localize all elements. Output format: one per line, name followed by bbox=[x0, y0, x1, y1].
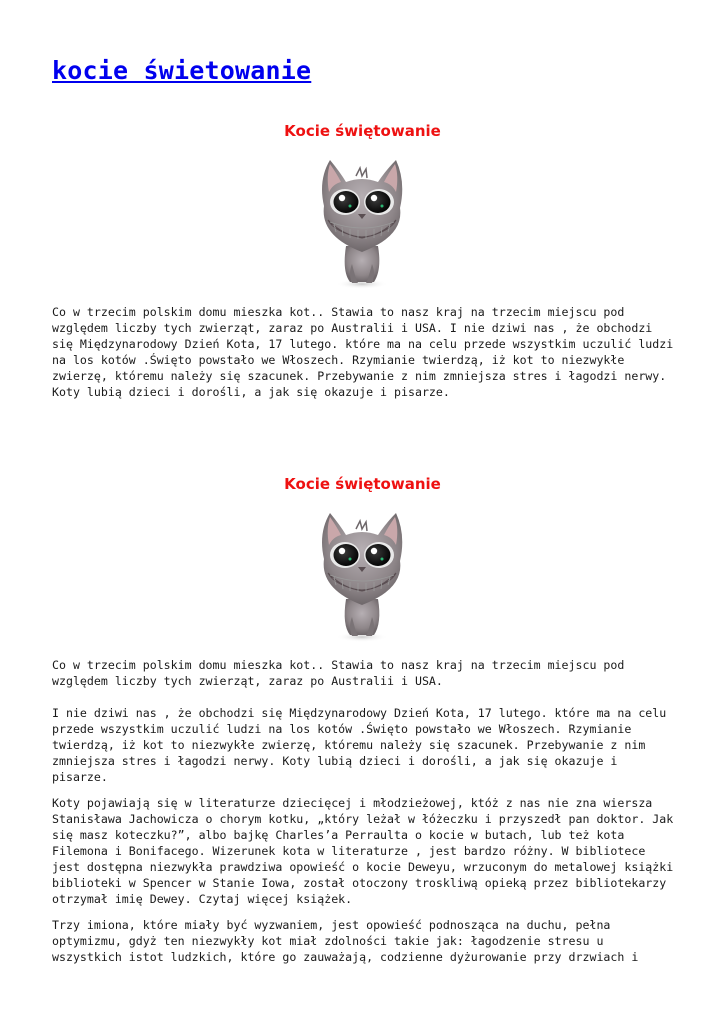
text-line: Koty lubią dzieci i dorośli, a jak się okazuje i pisarze. bbox=[52, 385, 450, 399]
section-2-paragraph-3 bbox=[52, 795, 673, 907]
text-line: względem liczby tych zwierząt, zaraz po Australii i USA. bbox=[52, 674, 443, 688]
section-1-paragraph bbox=[52, 304, 673, 400]
text-line: Stanisława Jachowicza o chorym kotku, „który leżał w łóżeczku i przyszedł pan doktor. Jak bbox=[52, 812, 674, 826]
text-line: biblioteki w Spencer w Stanie Iowa, został otoczony troskliwą opieką przez bibliotekarzy bbox=[52, 876, 667, 890]
text-line: się masz koteczku?”, albo bajkę Charles’a Perraulta o kocie w butach, lub też kota bbox=[52, 828, 625, 842]
grinning-cat-illustration bbox=[312, 507, 412, 643]
section-2-heading: Kocie świętowanie bbox=[284, 475, 441, 493]
section-2-paragraph-1 bbox=[52, 657, 673, 689]
cat-image-2 bbox=[312, 507, 412, 643]
text-line: wszystkich istot ludzkich, które go zauważają, codzienne dyżurowanie przy drzwiach i bbox=[52, 950, 639, 964]
text-line: Filemona i Bonifacego. Wizerunek kota w literaturze , jest bardzo różny. W bibliotece bbox=[52, 844, 646, 858]
text-line: I nie dziwi nas , że obchodzi się Międzynarodowy Dzień Kota, 17 lutego. które ma na celu bbox=[52, 706, 667, 720]
text-line: zmniejsza stres i łagodzi nerwy. Koty lubią dzieci i dorośli, a jak się okazuje i bbox=[52, 754, 618, 768]
text-line: na los kotów .Święto powstało we Włoszech. Rzymianie twierdzą, iż kot to niezwykłe bbox=[52, 353, 625, 367]
text-line: pisarze. bbox=[52, 770, 108, 784]
text-line: się Międzynarodowy Dzień Kota, 17 lutego. które ma na celu przede wszystkim uczulić ludzi bbox=[52, 337, 674, 351]
page-title-link[interactable]: kocie świetowanie bbox=[52, 56, 312, 85]
text-line: Koty pojawiają się w literaturze dziecięcej i młodzieżowej, któż z nas nie zna wiersza bbox=[52, 796, 653, 810]
text-line: przede wszystkim uczulić ludzi na los kotów .Święto powstało we Włoszech. Rzymianie bbox=[52, 722, 632, 736]
text-line: zwierzę, któremu należy się szacunek. Przebywanie z nim zmniejsza stres i łagodzi nerwy. bbox=[52, 369, 667, 383]
grinning-cat-illustration bbox=[312, 154, 412, 290]
text-line: Trzy imiona, które miały być wyzwaniem, jest opowieść podnosząca na duchu, pełna bbox=[52, 918, 611, 932]
section-2-paragraph-2 bbox=[52, 705, 673, 785]
text-line: jest dostępna niezwykła prawdziwa opowieść o kocie Deweyu, wrzuconym do metalowej książki bbox=[52, 860, 674, 874]
text-line: Co w trzecim polskim domu mieszka kot.. Stawia to nasz kraj na trzecim miejscu pod bbox=[52, 658, 625, 672]
text-line: względem liczby tych zwierząt, zaraz po Australii i USA. I nie dziwi nas , że obchodzi bbox=[52, 321, 653, 335]
text-line: optymizmu, gdyż ten niezwykły kot miał zdolności takie jak: łagodzenie stresu u bbox=[52, 934, 604, 948]
cat-image-1 bbox=[312, 154, 412, 290]
text-line: otrzymał imię Dewey. Czytaj więcej książek. bbox=[52, 892, 353, 906]
section-1-heading: Kocie świętowanie bbox=[284, 122, 441, 140]
section-2-paragraph-4 bbox=[52, 917, 673, 965]
text-line: Co w trzecim polskim domu mieszka kot.. Stawia to nasz kraj na trzecim miejscu pod bbox=[52, 305, 625, 319]
text-line: twierdzą, iż kot to niezwykłe zwierzę, któremu należy się szacunek. Przebywanie z nim bbox=[52, 738, 646, 752]
